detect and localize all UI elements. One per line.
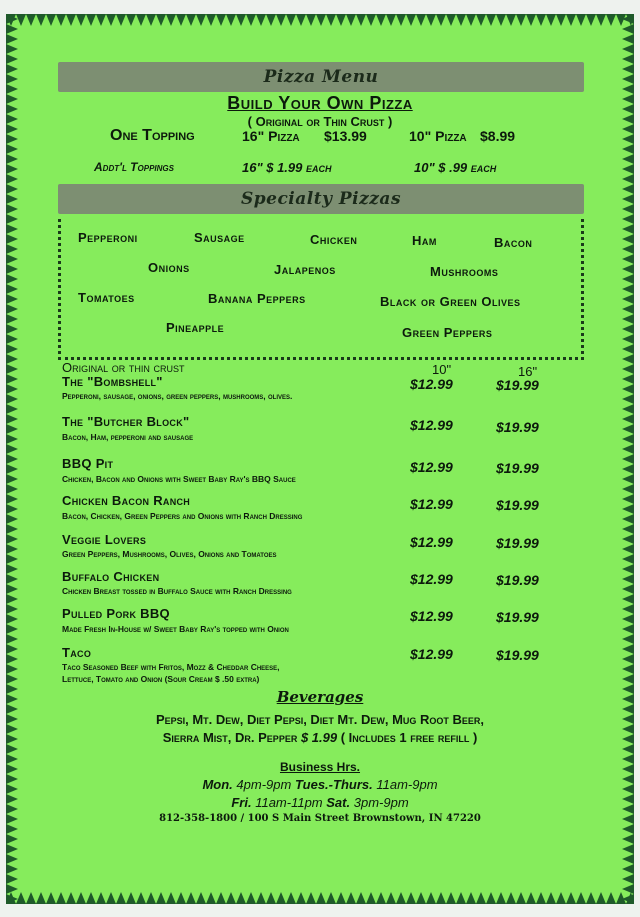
pizza-menu-banner [58,62,584,92]
beverages-line2 [6,730,634,745]
topping-item: Bacon [494,235,533,250]
price-10: $12.99 [410,417,453,433]
addtl-toppings-label: Addt'l Toppings [94,160,174,174]
pizza-name: The "Bombshell" [62,374,163,389]
price-16: $19.99 [496,647,539,663]
pizza-desc: Chicken Breast tossed in Buffalo Sauce with Ranch Dressing [62,586,292,596]
sat-label: Sat. [326,795,351,810]
topping-item: Banana Peppers [208,291,306,306]
crust-options: ( Original or Thin Crust ) [247,114,393,129]
tues-thurs-label: Tues.-Thurs. [294,777,373,792]
pizza-name: Veggie Lovers [62,532,147,547]
price-16: $19.99 [496,460,539,476]
build-your-own-title: Build Your Own Pizza [227,93,413,113]
pizza-desc: Made Fresh In-House w/ Sweet Baby Ray's topped with Onion [62,624,289,634]
sat-time: 3pm-9pm [353,795,409,810]
pizza-name: Taco [62,645,92,660]
pizza-name: Buffalo Chicken [62,569,160,584]
menu-sheet [6,14,634,904]
price-10: $12.99 [410,646,453,662]
topping-item: Jalapenos [274,262,336,277]
crust-note: Original or thin crust [62,360,185,375]
topping-item: Chicken [310,232,358,247]
topping-item: Pineapple [166,320,225,335]
tues-thurs-time: 11am-9pm [376,777,438,792]
price-10: $12.99 [410,459,453,475]
topping-item: Green Peppers [402,325,493,340]
specialty-banner [58,184,584,214]
price-10: $12.99 [410,608,453,624]
size16-price: $13.99 [324,128,367,144]
pizza-desc: Pepperoni, sausage, onions, green peppers, mushrooms, olives. [62,391,293,401]
fri-label: Fri. [231,795,252,810]
pizza-desc-line2: Lettuce, Tomato and Onion (Sour Cream $ .50 extra) [62,674,260,684]
beverages-price: $ 1.99 [300,730,338,745]
pizza-desc: Chicken, Bacon and Onions with Sweet Baby Ray's BBQ Sauce [62,474,296,484]
price-10: $12.99 [410,571,453,587]
price-16: $19.99 [496,572,539,588]
specialty-heading: Specialty Pizzas [240,189,402,209]
pizza-name: Chicken Bacon Ranch [62,493,191,508]
one-topping-label: One Topping [110,127,195,144]
size10-label: 10" Pizza [409,128,467,144]
pizza-desc: Bacon, Chicken, Green Peppers and Onions with Ranch Dressing [62,511,303,521]
topping-item: Ham [412,233,437,248]
mon-time: 4pm-9pm [236,777,292,792]
price-16: $19.99 [496,377,539,393]
column-10-header: 10" [432,362,452,377]
addtl-16: 16" $ 1.99 each [242,160,332,175]
mon-label: Mon. [202,777,233,792]
price-16: $19.99 [496,497,539,513]
pizza-name: Pulled Pork BBQ [62,606,170,621]
contact-info: 812-358-1800 / 100 S Main Street Brownstown, IN 47220 [159,813,481,824]
topping-item: Pepperoni [78,230,138,245]
price-16: $19.99 [496,419,539,435]
pizza-desc: Green Peppers, Mushrooms, Olives, Onions and Tomatoes [62,549,277,559]
beverages-line1: Pepsi, Mt. Dew, Diet Pepsi, Diet Mt. Dew, Mug Root Beer, [155,712,485,727]
price-10: $12.99 [410,534,453,550]
price-16: $19.99 [496,535,539,551]
price-16: $19.99 [496,609,539,625]
topping-item: Mushrooms [430,264,499,279]
pizza-name: BBQ Pit [62,456,114,471]
beverages-heading: Beverages [276,688,364,706]
business-hours-heading: Business Hrs. [279,760,361,774]
addtl-10: 10" $ .99 each [414,160,497,175]
pizza-desc: Taco Seasoned Beef with Fritos, Mozz & Cheddar Cheese, [62,662,280,672]
pizza-name: The "Butcher Block" [62,414,190,429]
hours-weekday-line [6,777,634,792]
topping-item: Black or Green Olives [380,294,521,309]
pizza-menu-heading: Pizza Menu [263,67,379,87]
size16-label: 16" Pizza [242,128,300,144]
beverages-refill: ( Includes 1 free refill ) [340,730,478,745]
price-10: $12.99 [410,376,453,392]
column-16-header: 16" [518,364,538,379]
size10-price: $8.99 [480,128,516,144]
hours-weekend-line [6,795,634,810]
pizza-desc: Bacon, Ham, pepperoni and sausage [62,432,194,442]
price-10: $12.99 [410,496,453,512]
beverages-names: Sierra Mist, Dr. Pepper [162,730,298,745]
topping-item: Tomatoes [78,290,135,305]
topping-item: Onions [148,260,190,275]
topping-item: Sausage [194,230,245,245]
fri-time: 11am-11pm [255,795,323,810]
